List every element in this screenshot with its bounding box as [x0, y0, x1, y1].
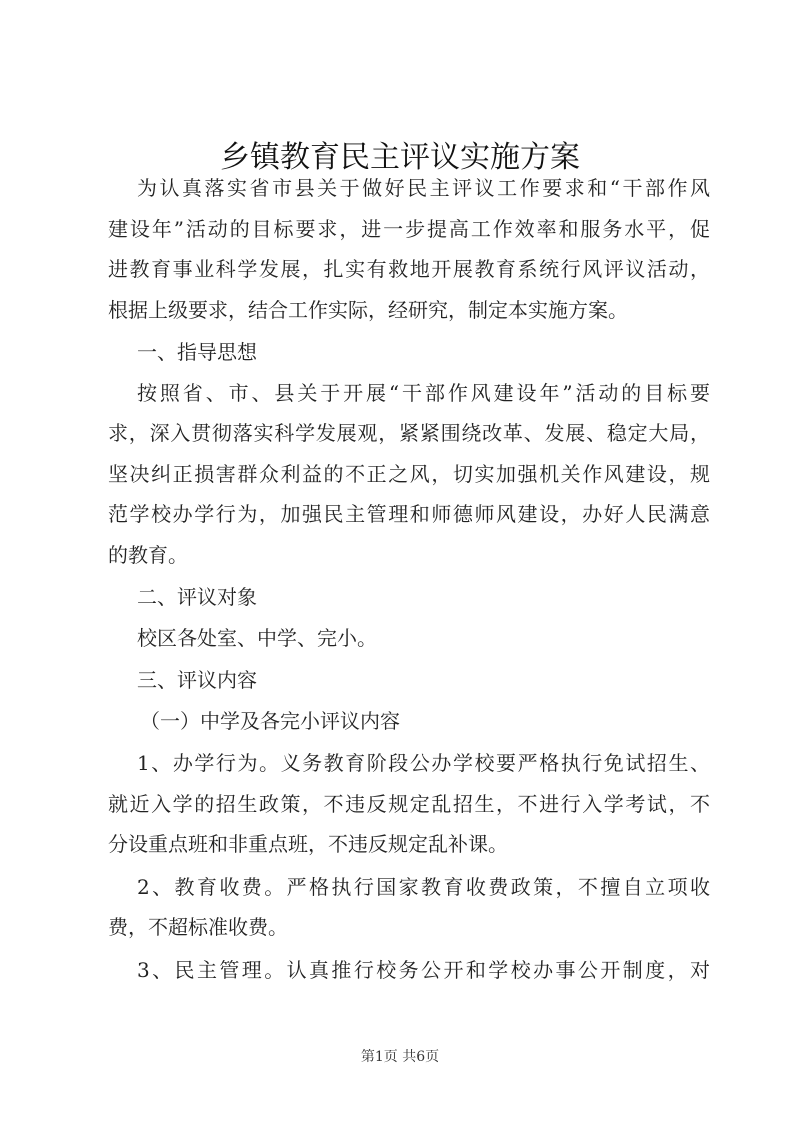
item1-paragraph — [108, 743, 710, 865]
text-line: 校区各处室、中学、完小。 — [137, 625, 377, 650]
page-number: 第1页 共6页 — [360, 1049, 440, 1065]
section-heading: 二、评议对象 — [137, 585, 257, 609]
text-line: 1、办学行为。义务教育阶段公办学校要严格执行免试招生、 — [137, 751, 710, 775]
text-line: 按照省、市、县关于开展“干部作风建设年”活动的目标要 — [137, 380, 710, 405]
text-line: 分设重点班和非重点班，不违反规定乱补课。 — [108, 832, 508, 856]
text-line: 为认真落实省市县关于做好民主评议工作要求和“干部作风 — [137, 176, 710, 200]
text-line: 坚决纠正损害群众利益的不正之风，切实加强机关作风建设，规 — [108, 461, 710, 486]
document-body — [108, 168, 710, 990]
text-line: 建设年”活动的目标要求，进一步提高工作效率和服务水平，促 — [108, 216, 710, 241]
text-line: 的教育。 — [108, 542, 188, 567]
section-heading: 一、指导思想 — [137, 340, 257, 364]
item3-paragraph — [108, 950, 710, 991]
document-title: 乡镇教育民主评议实施方案 — [220, 140, 580, 175]
subsection-heading: （一）中学及各完小评议内容 — [140, 708, 400, 733]
item2-paragraph — [108, 867, 710, 948]
text-line: 求，深入贯彻落实科学发展观，紧紧围绕改革、发展、稳定大局， — [108, 421, 710, 445]
text-line: 根据上级要求，结合工作实际，经研究，制定本实施方案。 — [108, 297, 628, 322]
text-line: 进教育事业科学发展，扎实有救地开展教育系统行风评议活动， — [108, 257, 710, 281]
text-line: 3、民主管理。认真推行校务公开和学校办事公开制度，对 — [137, 957, 710, 982]
text-line: 就近入学的招生政策，不违反规定乱招生，不进行入学考试，不 — [108, 791, 710, 816]
section1-paragraph — [108, 373, 710, 576]
text-line: 范学校办学行为，加强民主管理和师德师风建设，办好人民满意 — [108, 502, 710, 526]
text-line: 2、教育收费。严格执行国家教育收费政策，不擅自立项收 — [137, 874, 710, 899]
section-heading: 三、评议内容 — [137, 668, 257, 692]
text-line: 费，不超标准收费。 — [108, 915, 288, 939]
intro-paragraph — [108, 168, 710, 330]
